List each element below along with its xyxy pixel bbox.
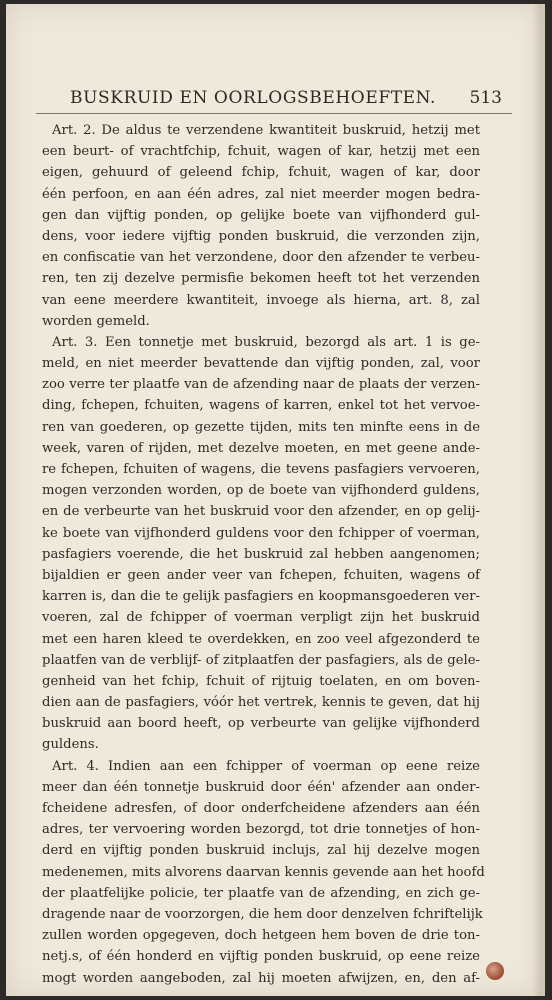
text-line: zoo verre ter plaatfe van de afzending naar de plaats der verzen- <box>42 377 480 393</box>
text-line: ding, fchepen, fchuiten, wagens of karren, enkel tot het vervoe- <box>42 398 480 414</box>
text-line: ren, ten zij dezelve permisfie bekomen heeft tot het verzenden <box>42 271 480 287</box>
page-edge-shadow <box>532 4 542 996</box>
text-line: worden gemeld. <box>42 313 150 329</box>
text-line: mogt worden aangeboden, zal hij moeten afwijzen, en, den af- <box>42 970 480 986</box>
text-line: eigen, gehuurd of geleend fchip, fchuit, wagen of kar, door <box>42 165 480 181</box>
text-line: plaatfen van de verblijf- of zitplaatfen der pasfagiers, als de gele- <box>42 652 480 668</box>
text-line: meer dan één tonnetje buskruid door één' afzender aan onder- <box>42 779 480 795</box>
text-line: een beurt- of vrachtfchip, fchuit, wagen of kar, hetzij met een <box>42 144 480 160</box>
running-title: BUSKRUID EN OORLOGSBEHOEFTEN. <box>70 88 437 108</box>
text-line: buskruid aan boord heeft, op verbeurte van gelijke vijfhonderd <box>42 716 480 732</box>
text-line: gen dan vijftig ponden, op gelijke boete van vijfhonderd gul- <box>42 207 480 223</box>
ink-stain <box>486 962 504 980</box>
text-line: Art. 3. Een tonnetje met buskruid, bezorgd als art. 1 is ge- <box>52 334 480 350</box>
text-line: der plaatfelijke policie, ter plaatfe van de afzending, en zich ge- <box>42 885 480 901</box>
text-line: genheid van het fchip, fchuit of rijtuig toelaten, en om boven- <box>42 673 480 689</box>
text-line: voeren, zal de fchipper of voerman verpligt zijn het buskruid <box>42 610 480 626</box>
text-line: ke boete van vijfhonderd guldens voor den fchipper of voerman, <box>42 525 480 541</box>
book-page <box>6 4 545 996</box>
text-line: ren van goederen, op gezette tijden, mits ten minfte eens in de <box>42 419 480 435</box>
text-line: dragende naar de voorzorgen, die hem door denzelven fchriftelijk <box>42 906 483 922</box>
text-line: dien aan de pasfagiers, vóór het vertrek, kennis te geven, dat hij <box>42 695 480 711</box>
body-text <box>42 120 485 989</box>
text-line: meld, en niet meerder bevattende dan vijftig ponden, zal, voor <box>42 356 480 372</box>
text-line: en de verbeurte van het buskruid voor den afzender, en op gelij- <box>42 504 480 520</box>
text-line: en confiscatie van het verzondene, door den afzender te verbeu- <box>42 250 480 266</box>
text-line: Art. 4. Indien aan een fchipper of voerman op eene reize <box>52 758 480 774</box>
text-line: karren is, dan die te gelijk pasfagiers en koopmansgoederen ver- <box>42 589 480 605</box>
text-line: week, varen of rijden, met dezelve moeten, en met geene ande- <box>42 440 480 456</box>
text-line: adres, ter vervoering worden bezorgd, tot drie tonnetjes of hon- <box>42 822 480 838</box>
page-number: 513 <box>469 88 502 108</box>
text-line: met een haren kleed te overdekken, en zoo veel afgezonderd te <box>42 631 480 647</box>
text-line: één perfoon, en aan één adres, zal niet meerder mogen bedra- <box>42 186 480 202</box>
text-line: mogen verzonden worden, op de boete van vijfhonderd guldens, <box>42 483 480 499</box>
text-line: dens, voor iedere vijftig ponden buskruid, die verzonden zijn, <box>42 228 480 244</box>
text-line: bijaldien er geen ander veer van fchepen, fchuiten, wagens of <box>42 567 480 583</box>
page-header <box>60 88 508 110</box>
text-line: Art. 2. De aldus te verzendene kwantiteit buskruid, hetzij met <box>52 123 480 138</box>
text-line: van eene meerdere kwantiteit, invoege als hierna, art. 8, zal <box>42 292 480 308</box>
header-rule <box>36 113 512 114</box>
text-line: fcheidene adresfen, of door onderfcheidene afzenders aan één <box>42 801 480 816</box>
text-line: pasfagiers voerende, die het buskruid zal hebben aangenomen; <box>42 546 480 562</box>
text-line: zullen worden opgegeven, doch hetgeen hem boven de drie ton- <box>42 928 480 944</box>
text-line: netj.s, of één honderd en vijftig ponden buskruid, op eene reize <box>42 949 480 965</box>
text-line: derd en vijftig ponden buskruid inclujs, zal hij dezelve mogen <box>42 843 480 859</box>
text-line: guldens. <box>42 737 99 753</box>
text-line: re fchepen, fchuiten of wagens, die tevens pasfagiers vervoeren, <box>42 462 480 477</box>
text-line: medenemen, mits alvorens daarvan kennis gevende aan het hoofd <box>42 864 485 880</box>
